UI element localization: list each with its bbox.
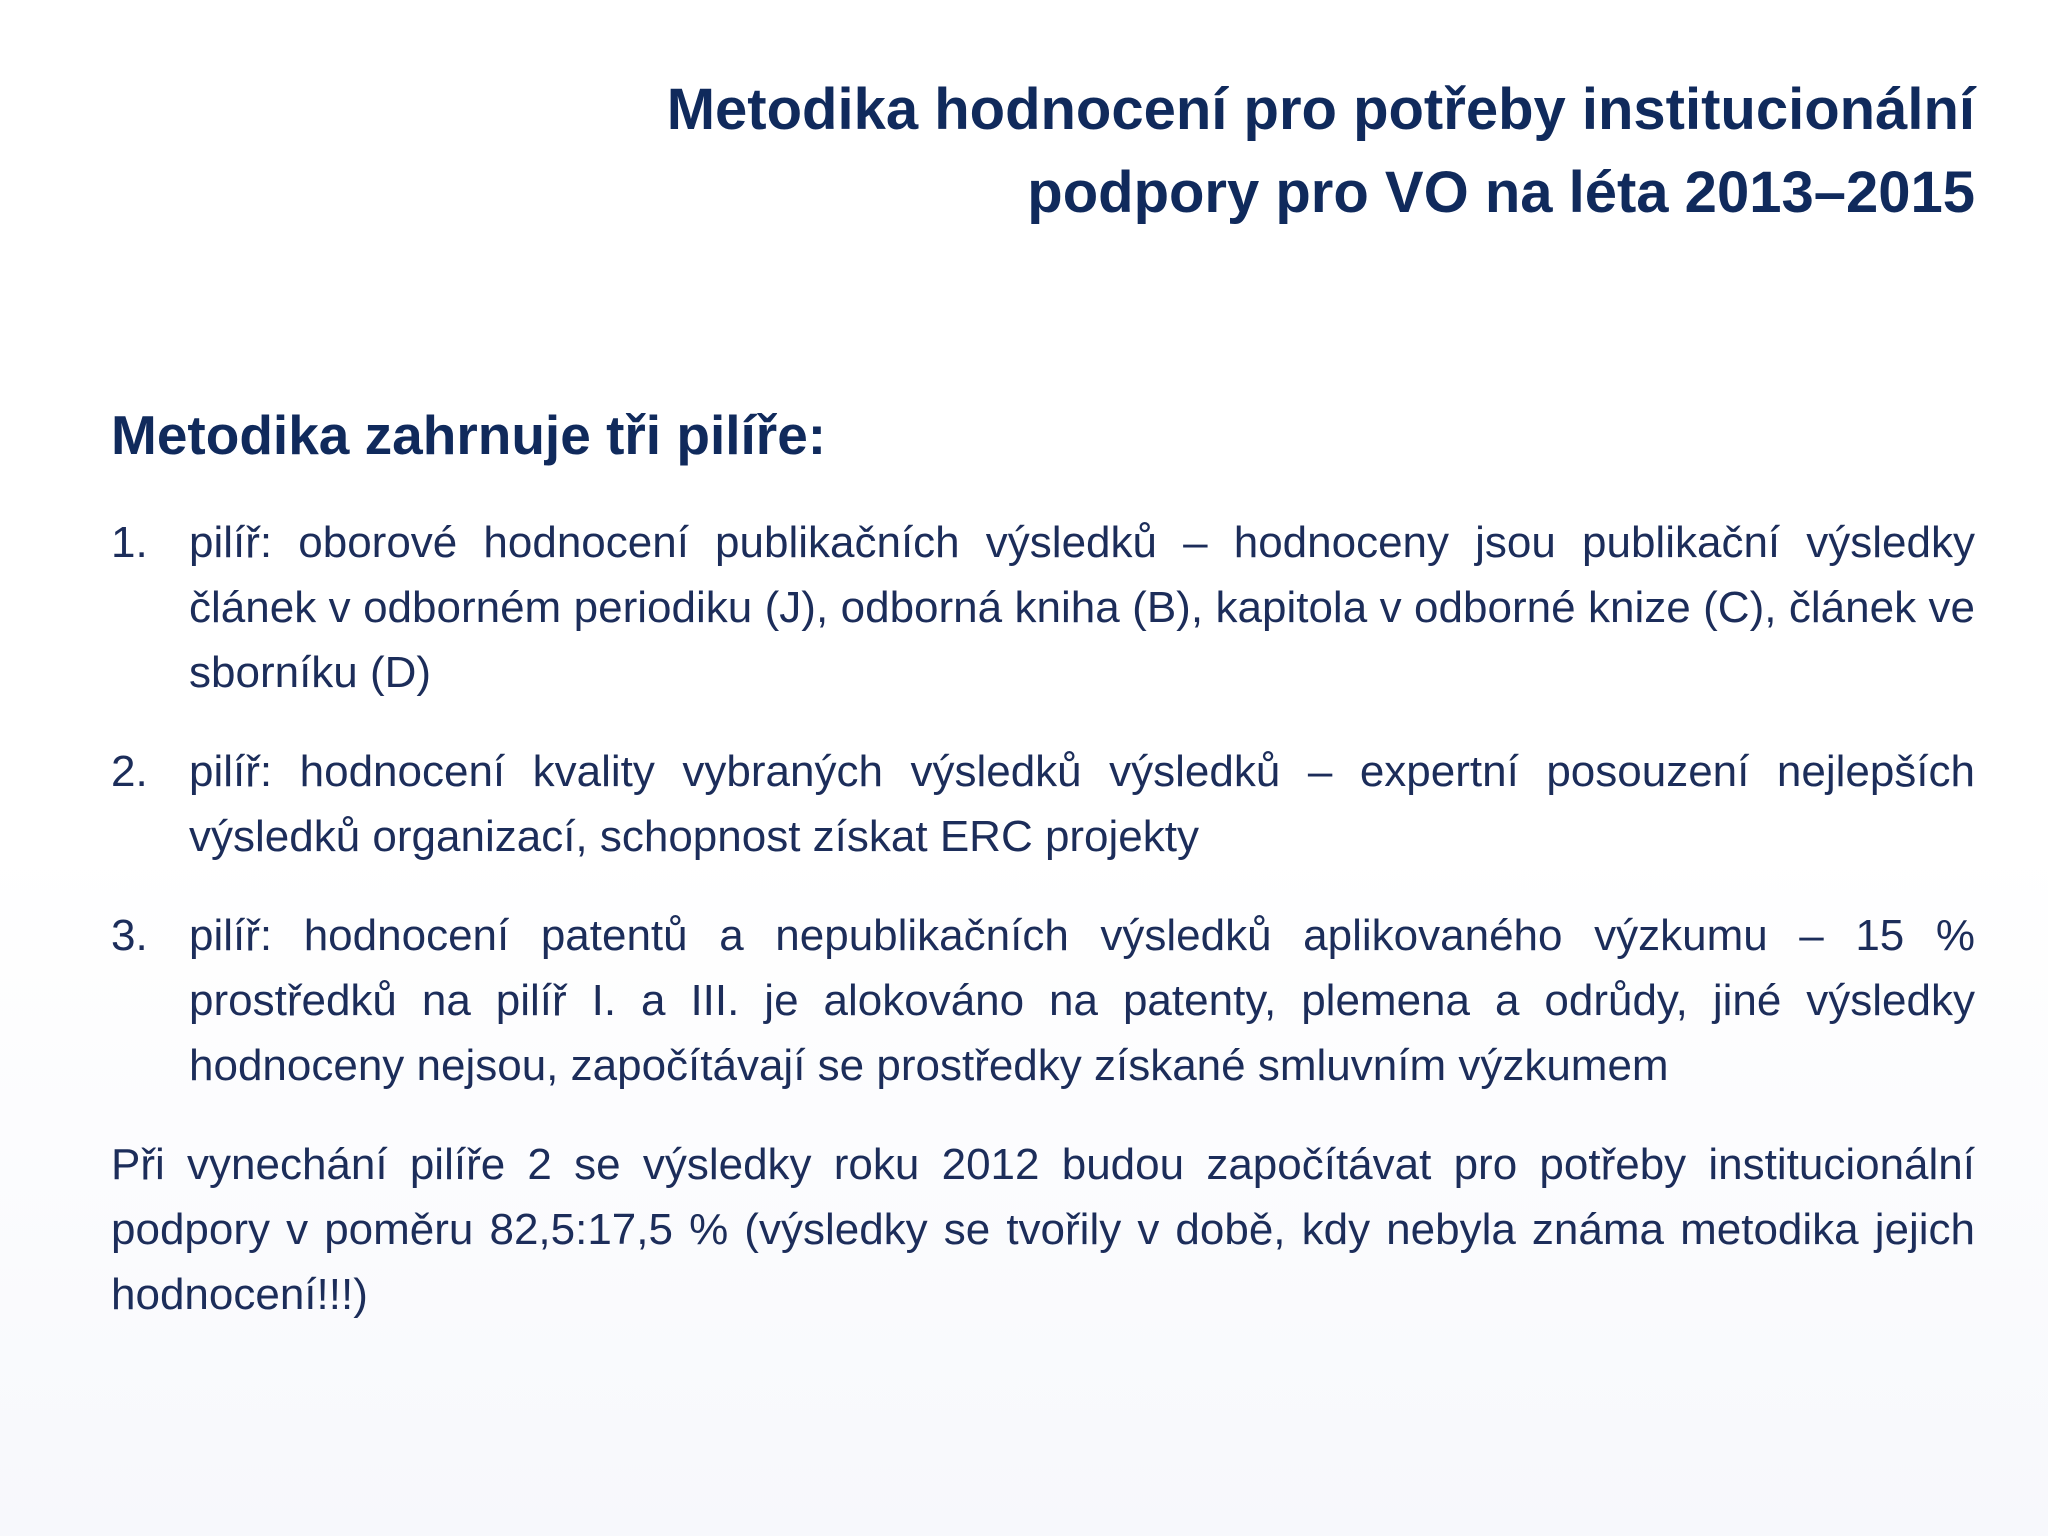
pillar-item-1 [111,510,1975,705]
closing-note: Při vynechání pilíře 2 se výsledky roku 2012 budou započítávat pro potřeby institucionální podpory v poměru 82,5:17,5 % (výsledky se tvořily v době, kdy nebyla známa metodika jejich hodnocení!!!) [111,1140,1975,1319]
pillar-list [111,510,1975,1098]
section-heading: Metodika zahrnuje tři pilíře: [111,404,827,466]
pillar-number: 1. [111,518,148,567]
pillar-text: pilíř: hodnocení kvality vybraných výsledků výsledků – expertní posouzení nejlepších výsledků organizací, schopnost získat ERC projekty [189,747,1975,861]
slide-content [111,510,1975,1327]
pillar-number: 3. [111,911,148,960]
pillar-item-2 [111,739,1975,869]
pillar-number: 2. [111,747,148,796]
pillar-text: pilíř: oborové hodnocení publikačních výsledků – hodnoceny jsou publikační výsledky článek v odborném periodiku (J), odborná kniha (B), kapitola v odborné knize (C), článek ve sborníku (D) [189,518,1975,697]
pillar-item-3 [111,903,1975,1098]
pillar-text: pilíř: hodnocení patentů a nepublikačních výsledků aplikovaného výzkumu – 15 % prostředků na pilíř I. a III. je alokováno na patenty, plemena a odrůdy, jiné výsledky hodnoceny nejsou, započítávají se prostředky získané smluvním výzkumem [189,911,1975,1090]
slide-title: Metodika hodnocení pro potřeby institucionální podpory pro VO na léta 2013–2015 [666,77,1975,225]
